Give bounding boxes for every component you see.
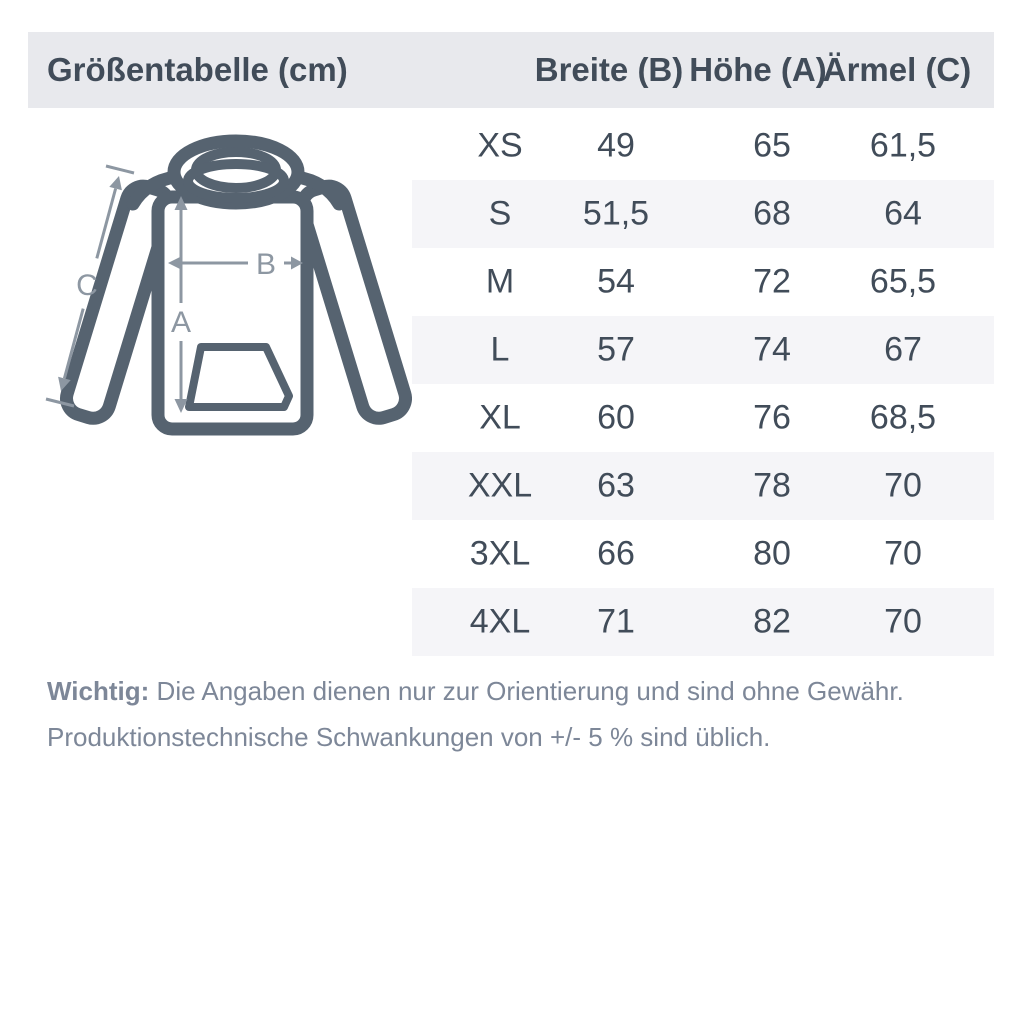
- table-row-xxl: [412, 452, 994, 520]
- dimension-label-b: B: [255, 248, 277, 281]
- hoodie-icon: [42, 128, 412, 440]
- aermel-value: 70: [884, 466, 922, 505]
- breite-value: 54: [597, 262, 635, 301]
- aermel-value: 68,5: [869, 398, 937, 437]
- size-label: XXL: [467, 466, 533, 505]
- breite-value: 51,5: [582, 194, 650, 233]
- aermel-value: 65,5: [869, 262, 937, 301]
- breite-value: 49: [597, 126, 635, 165]
- note-line1: Die Angaben dienen nur zur Orientierung und sind ohne Gewähr.: [156, 676, 904, 706]
- aermel-value: 70: [884, 602, 922, 641]
- size-chart-header: [28, 32, 994, 108]
- aermel-value: 70: [884, 534, 922, 573]
- size-label: L: [490, 330, 510, 369]
- breite-value: 63: [597, 466, 635, 505]
- hoodie-measurement-diagram: [42, 128, 412, 440]
- aermel-value: 67: [884, 330, 922, 369]
- hoodie-pocket: [189, 347, 289, 407]
- hoehe-value: 80: [753, 534, 791, 573]
- hoehe-value: 76: [753, 398, 791, 437]
- size-label: S: [488, 194, 512, 233]
- breite-value: 66: [597, 534, 635, 573]
- breite-value: 71: [597, 602, 635, 641]
- size-label: M: [485, 262, 515, 301]
- hoodie-right-sleeve: [298, 182, 410, 422]
- size-label: XS: [477, 126, 523, 165]
- aermel-value: 61,5: [869, 126, 937, 165]
- column-header-breite: Breite (B): [534, 51, 684, 88]
- column-header-aermel: Ärmel (C): [822, 51, 972, 88]
- hoehe-value: 82: [753, 602, 791, 641]
- table-row-s: [412, 180, 994, 248]
- page-title: Größentabelle (cm): [47, 51, 348, 88]
- table-row-xs: [412, 112, 994, 180]
- dimension-label-a: A: [170, 306, 192, 339]
- dimension-label-c: C: [76, 269, 98, 302]
- size-label: 4XL: [469, 602, 531, 641]
- size-label: 3XL: [469, 534, 531, 573]
- hoehe-value: 65: [753, 126, 791, 165]
- hoehe-value: 78: [753, 466, 791, 505]
- table-row-4xl: [412, 588, 994, 656]
- table-row-l: [412, 316, 994, 384]
- table-row-xl: [412, 384, 994, 452]
- note-lead: Wichtig:: [47, 676, 150, 706]
- hoehe-value: 74: [753, 330, 791, 369]
- size-label: XL: [479, 398, 521, 437]
- breite-value: 60: [597, 398, 635, 437]
- hoehe-value: 68: [753, 194, 791, 233]
- breite-value: 57: [597, 330, 635, 369]
- column-header-hoehe: Höhe (A): [689, 51, 827, 88]
- table-row-3xl: [412, 520, 994, 588]
- disclaimer-note: [47, 668, 967, 760]
- hoehe-value: 72: [753, 262, 791, 301]
- note-line2: Produktionstechnische Schwankungen von +/- 5 % sind üblich.: [47, 722, 771, 752]
- table-row-m: [412, 248, 994, 316]
- aermel-value: 64: [884, 194, 922, 233]
